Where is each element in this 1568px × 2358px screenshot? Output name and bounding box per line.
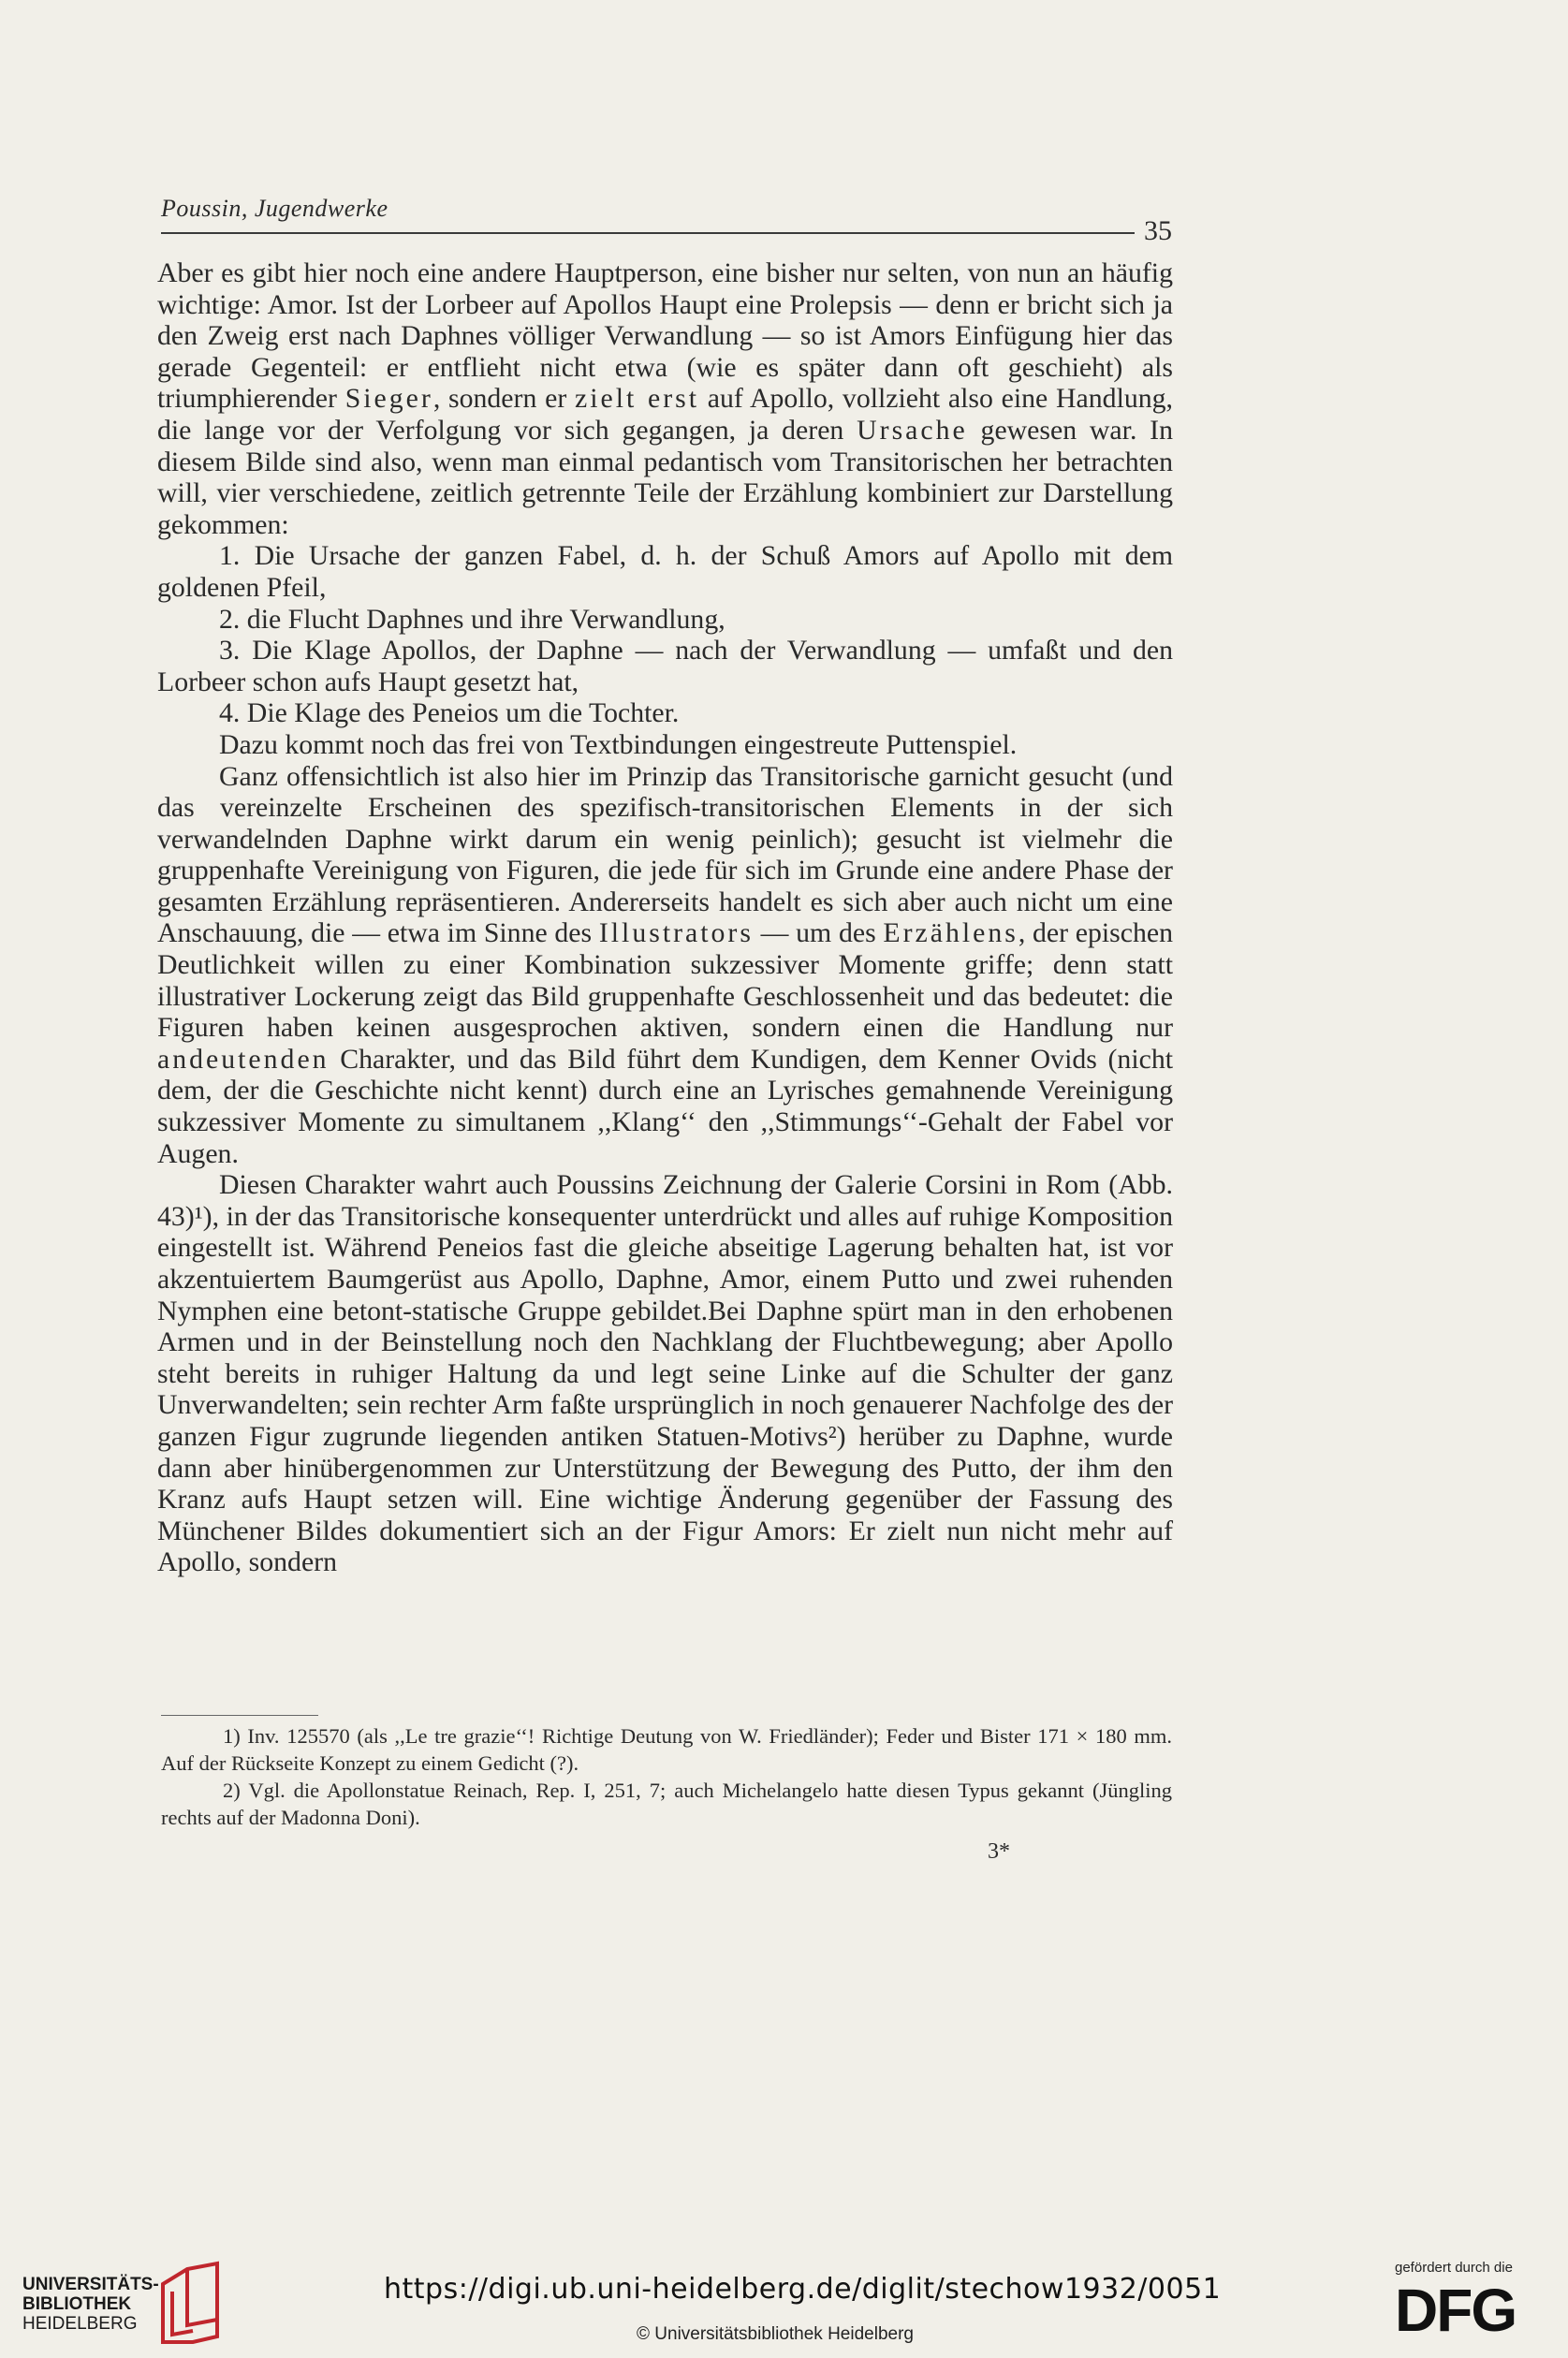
- text-run: , sondern er: [432, 383, 575, 415]
- list-item: 2. die Flucht Daphnes und ihre Verwandlung,: [219, 603, 725, 635]
- spaced-word: andeutenden: [157, 1043, 330, 1075]
- text-run: gewesen war. In diesem Bilde sind also, wenn man einmal pedantisch vom Transitorischen her betrachten will, vier verschiedene, zeitlich getrennte Teile der Erzählung kombiniert zur Darstellung gekommen:: [157, 414, 1173, 540]
- list-item: 1. Die Ursache der ganzen Fabel, d. h. der Schuß Amors auf Apollo mit dem goldenen Pfeil,: [157, 540, 1173, 603]
- library-name-line: HEIDELBERG: [22, 2314, 138, 2334]
- library-logo-icon[interactable]: [159, 2260, 221, 2346]
- library-name-line: UNIVERSITÄTS-: [22, 2275, 159, 2294]
- library-name: [22, 2275, 159, 2334]
- library-name-line: BIBLIOTHEK: [22, 2294, 132, 2314]
- footnotes: [161, 1722, 1172, 1831]
- header-rule: [161, 232, 1135, 234]
- spaced-word: Erzählens: [883, 917, 1018, 949]
- funder-caption: gefördert durch die: [1395, 2260, 1513, 2276]
- copyright-notice: © Universitätsbibliothek Heidelberg: [637, 2324, 914, 2344]
- paragraph-4: Diesen Charakter wahrt auch Poussins Zeichnung der Galerie Corsini in Rom (Abb. 43)¹), in der das Transitorische konsequenter unterdrückt und alles auf ruhige Komposition eingestellt ist. Während Peneios fast die gleiche abseitige Lagerung behalten hat, ist vor akzentuiertem Baumgerüst aus Apollo, Daphne, Amor, einem Putto und zwei ruhenden Nymphen eine betont-statische Gruppe gebildet.Bei Daphne spürt man in den erhobenen Armen und in der Beinstellung noch den Nachklang der Fluchtbewegung; aber Apollo steht bereits in ruhiger Haltung da und legt seine Linke auf die Schulter der ganz Unverwandelten; sein rechter Arm faßte ursprünglich in noch genauerer Nachfolge des der ganzen Figur zugrunde liegenden antiken Statuen-Motivs²) herüber zu Daphne, wurde dann aber hinübergenommen zur Unterstützung der Bewegung des Putto, der ihm den Kranz aufs Haupt setzen will. Eine wichtige Änderung gegenüber der Fassung des Münchener Bildes dokumentiert sich an der Figur Amors: Er zielt nun nicht mehr auf Apollo, sondern: [157, 1169, 1173, 1578]
- signature-mark: 3*: [988, 1839, 1010, 1864]
- list-item: 3. Die Klage Apollos, der Daphne — nach der Verwandlung — umfaßt und den Lorbeer schon aufs Haupt gesetzt hat,: [157, 635, 1173, 697]
- permalink-url[interactable]: https://digi.ub.uni-heidelberg.de/diglit/stechow1932/0051: [384, 2273, 1222, 2306]
- paragraph-3: [157, 761, 1173, 1170]
- footer-bar: [0, 2245, 1568, 2358]
- text-run: , der epischen Deutlichkeit willen zu einer Kombination sukzessiver Momente griffe; denn statt illustrativer Lockerung zeigt das Bild gruppenhafte Geschlossenheit und das bedeutet: die Figuren haben keinen ausgesprochen aktiven, sondern einen die Handlung nur: [157, 917, 1174, 1044]
- footnote-2: 2) Vgl. die Apollonstatue Reinach, Rep. I, 251, 7; auch Michelangelo hatte diesen Typus gekannt (Jüngling rechts auf der Madonna Doni).: [161, 1779, 1172, 1829]
- spaced-word: zielt erst: [575, 383, 700, 415]
- text-run: Charakter, und das Bild führt dem Kundigen, dem Kenner Ovids (nicht dem, der die Geschichte nicht kennt) durch eine an Lyrisches gemahnende Vereinigung sukzessiver Momente zu simultanem ,,Klang‘‘ den ,,Stimmungs‘‘-Gehalt der Fabel vor Augen.: [157, 1043, 1173, 1169]
- paragraph-2: Dazu kommt noch das frei von Textbindungen eingestreute Puttenspiel.: [219, 728, 1018, 760]
- spaced-word: Illustrators: [598, 917, 754, 949]
- running-title: Poussin, Jugendwerke: [161, 195, 388, 222]
- text-run: Ganz offensichtlich ist also hier im Prinzip das Transitorische garnicht gesucht (und das vereinzelte Erscheinen des spezifisch-transitorischen Elements in der sich verwandelnden Daphne wirkt darum ein wenig peinlich); gesucht ist vielmehr die gruppenhafte Vereinigung von Figuren, die jede für sich im Grunde eine andere Phase der gesamten Erzählung repräsentieren. Andererseits handelt es sich aber auch nicht um eine Anschauung, die — etwa im Sinne des: [157, 760, 1173, 949]
- page-number: 35: [1144, 215, 1172, 246]
- footnote-rule: [161, 1715, 318, 1716]
- spaced-word: Ursache: [857, 414, 968, 446]
- text-run: — um des: [753, 917, 884, 949]
- body-text: [157, 257, 1173, 1578]
- paragraph-1: [157, 257, 1173, 540]
- dfg-logo[interactable]: DFG: [1395, 2277, 1517, 2344]
- running-header: [161, 195, 1172, 246]
- footnote-1: 1) Inv. 125570 (als ,,Le tre grazie‘‘! Richtige Deutung von W. Friedländer); Feder und Bister 171 × 180 mm. Auf der Rückseite Konzept zu einem Gedicht (?).: [161, 1724, 1172, 1775]
- list-item: 4. Die Klage des Peneios um die Tochter.: [219, 697, 680, 729]
- text-run: Aber es gibt hier noch eine andere Hauptperson, eine bisher nur selten, von nun an häufig wichtige: Amor. Ist der Lorbeer auf Apollos Haupt eine Prolepsis — denn er bricht sich ja den Zweig erst nach Daphnes völliger Verwandlung — so ist Amors Einfügung hier das gerade Gegenteil: er entflieht nicht etwa (wie es später dann oft geschieht) als triumphierender: [157, 257, 1173, 415]
- spaced-word: Sieger: [344, 383, 433, 415]
- text-run: auf Apollo, vollzieht also eine Handlung, die lange vor der Verfolgung vor sich gegangen, ja deren: [157, 383, 1173, 446]
